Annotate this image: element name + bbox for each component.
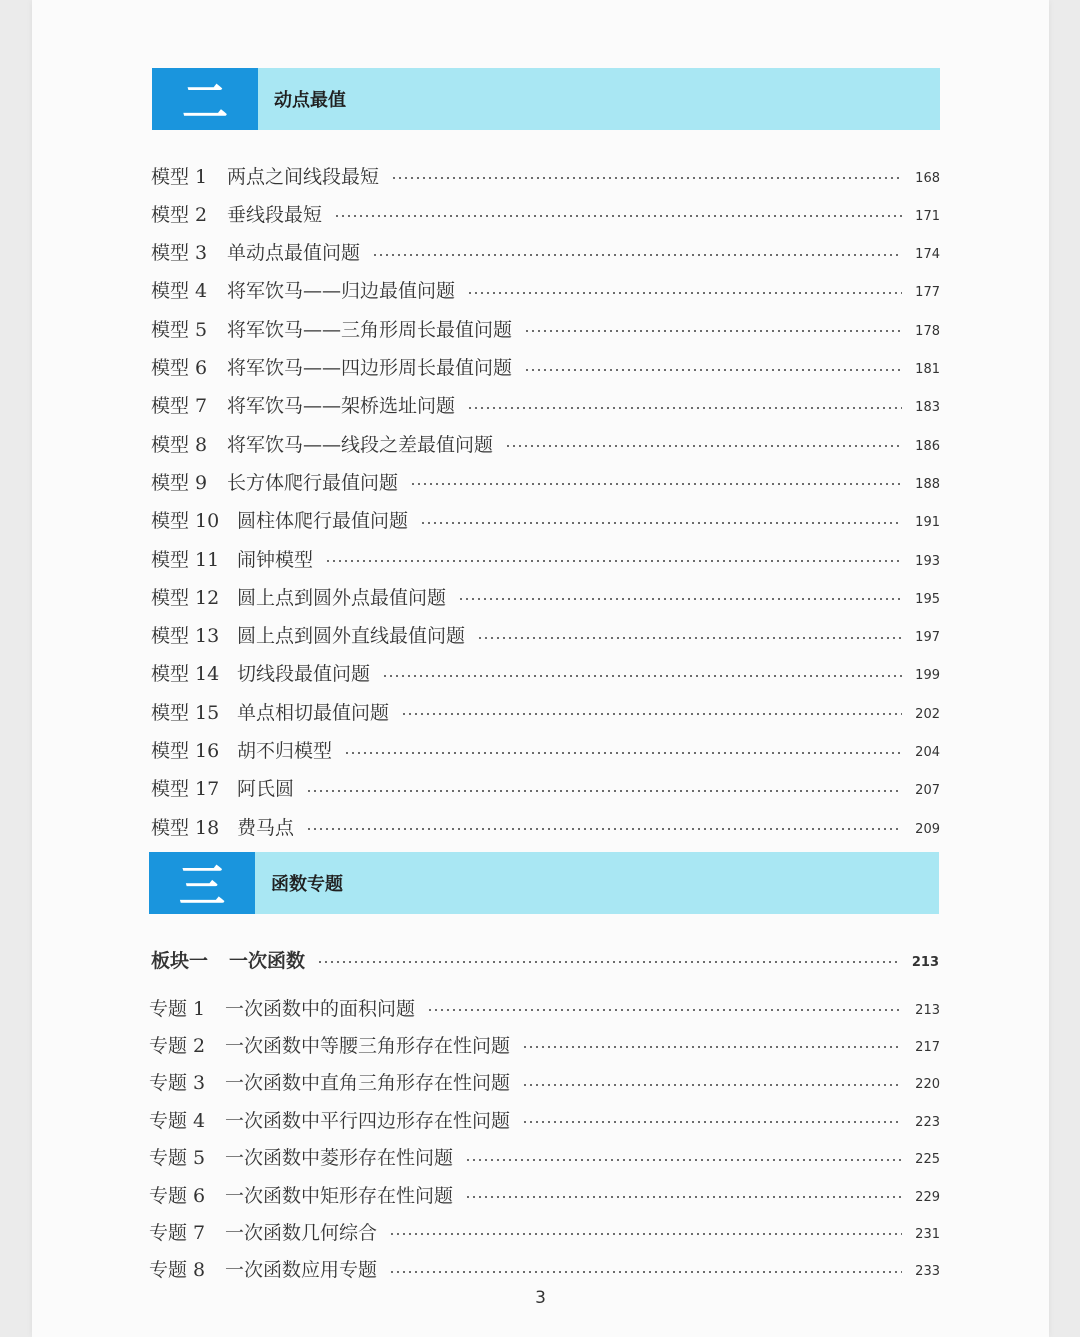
toc-row[interactable] <box>151 198 940 228</box>
toc-page-number: 171 <box>915 208 940 224</box>
toc-label: 专题 6 <box>149 1184 206 1207</box>
dotted-leader <box>467 407 902 409</box>
toc-title: 一次函数中矩形存在性问题 <box>225 1184 454 1207</box>
toc-page-number: 233 <box>915 1264 940 1280</box>
toc-label: 专题 7 <box>149 1221 206 1244</box>
toc-title: 单点相切最值问题 <box>237 701 390 724</box>
toc-title: 将军饮马——架桥选址问题 <box>227 395 456 418</box>
toc-title: 两点之间线段最短 <box>227 165 380 188</box>
toc-row[interactable] <box>149 1104 940 1134</box>
toc-label: 模型 16 <box>151 740 220 762</box>
toc-page-number: 229 <box>915 1189 940 1205</box>
toc-label: 模型 4 <box>151 280 208 303</box>
dotted-leader <box>524 369 902 371</box>
toc-label: 专题 8 <box>149 1259 206 1282</box>
toc-page-number: 225 <box>915 1152 940 1168</box>
dotted-leader <box>391 177 902 179</box>
toc-row[interactable] <box>149 1254 940 1284</box>
toc-title: 将军饮马——四边形周长最值问题 <box>227 357 513 379</box>
toc-row[interactable] <box>151 811 940 841</box>
toc-page-number: 181 <box>915 362 940 377</box>
toc-title: 一次函数中的面积问题 <box>225 997 416 1020</box>
toc-title: 切线段最值问题 <box>237 663 371 686</box>
toc-row[interactable] <box>151 543 940 573</box>
dotted-leader <box>420 522 902 524</box>
toc-page <box>32 0 1049 1337</box>
section-header-2 <box>152 68 940 130</box>
toc-label: 模型 17 <box>151 778 220 801</box>
toc-label: 模型 5 <box>151 318 208 341</box>
toc-title: 将军饮马——归边最值问题 <box>227 280 456 303</box>
dotted-leader <box>334 215 902 217</box>
dotted-leader <box>325 560 902 562</box>
toc-label: 模型 18 <box>151 816 220 839</box>
toc-label: 专题 4 <box>149 1109 206 1132</box>
toc-row[interactable] <box>151 581 940 611</box>
toc-row[interactable] <box>149 1029 940 1059</box>
dotted-leader <box>522 1046 902 1048</box>
toc-row[interactable] <box>149 1067 940 1097</box>
toc-label: 模型 8 <box>151 433 208 456</box>
toc-title: 阿氏圆 <box>237 778 295 801</box>
dotted-leader <box>389 1271 902 1273</box>
toc-page-number: 223 <box>915 1114 940 1130</box>
toc-row[interactable] <box>151 658 940 688</box>
dotted-leader <box>372 254 902 256</box>
toc-row[interactable] <box>149 1216 940 1246</box>
toc-row[interactable] <box>149 1142 940 1172</box>
toc-page-number: 204 <box>915 745 940 760</box>
toc-title: 一次函数中等腰三角形存在性问题 <box>225 1034 511 1057</box>
toc-page-number: 178 <box>915 323 940 339</box>
section-number-badge: 三 <box>149 852 255 914</box>
toc-title: 将军饮马——三角形周长最值问题 <box>227 318 513 341</box>
block-row[interactable] <box>151 944 939 974</box>
dotted-leader <box>465 1159 902 1161</box>
block-label: 板块一 <box>151 949 209 972</box>
dotted-leader <box>458 598 902 600</box>
toc-title: 一次函数几何综合 <box>225 1221 378 1244</box>
toc-page-number: 213 <box>915 1002 940 1018</box>
dotted-leader <box>505 445 902 447</box>
toc-page-number: 217 <box>915 1039 940 1055</box>
toc-page-number: 220 <box>915 1077 940 1093</box>
toc-label: 模型 7 <box>151 395 208 418</box>
block-title: 一次函数 <box>229 949 306 972</box>
toc-row[interactable] <box>151 160 940 190</box>
dotted-leader <box>467 292 902 294</box>
toc-title: 一次函数应用专题 <box>225 1259 378 1282</box>
dotted-leader <box>427 1009 902 1011</box>
toc-row[interactable] <box>149 1179 940 1209</box>
toc-page-number: 207 <box>915 783 940 799</box>
toc-page-number: 197 <box>915 630 940 646</box>
dotted-leader <box>401 713 902 715</box>
toc-row[interactable] <box>151 696 940 726</box>
toc-title: 长方体爬行最值问题 <box>227 471 399 494</box>
toc-title: 圆柱体爬行最值问题 <box>237 510 409 533</box>
dotted-leader <box>522 1121 902 1123</box>
toc-label: 专题 3 <box>149 1072 206 1095</box>
section-title: 函数专题 <box>271 874 343 895</box>
toc-page-number: 195 <box>915 591 940 607</box>
toc-row[interactable] <box>151 352 940 382</box>
dotted-leader <box>344 752 902 754</box>
toc-label: 模型 13 <box>151 625 220 648</box>
section-title: 动点最值 <box>274 90 346 111</box>
toc-label: 专题 5 <box>149 1147 206 1170</box>
dotted-leader <box>317 961 901 963</box>
toc-title: 垂线段最短 <box>227 203 323 226</box>
toc-page-number: 193 <box>915 553 940 569</box>
dotted-leader <box>382 675 902 677</box>
toc-title: 胡不归模型 <box>237 740 333 762</box>
toc-title: 圆上点到圆外点最值问题 <box>237 586 447 609</box>
toc-page-number: 174 <box>915 247 940 263</box>
dotted-leader <box>524 330 902 332</box>
toc-page-number: 231 <box>915 1226 940 1242</box>
toc-row[interactable] <box>151 390 940 420</box>
toc-title: 一次函数中直角三角形存在性问题 <box>225 1072 511 1095</box>
page-number: 3 <box>535 1288 546 1308</box>
toc-label: 模型 12 <box>151 586 220 609</box>
toc-title: 费马点 <box>237 816 295 839</box>
section-title-bar <box>258 68 940 130</box>
section-title-bar <box>255 852 939 914</box>
toc-label: 模型 6 <box>151 357 208 379</box>
toc-title: 闹钟模型 <box>237 548 314 571</box>
toc-label: 模型 1 <box>151 165 208 188</box>
toc-page-number: 186 <box>915 438 940 454</box>
toc-page-number: 188 <box>915 476 940 492</box>
dotted-leader <box>465 1196 902 1198</box>
toc-page-number: 177 <box>915 285 940 301</box>
toc-label: 专题 1 <box>149 997 206 1020</box>
toc-page-number: 202 <box>915 706 940 722</box>
dotted-leader <box>477 637 902 639</box>
toc-title: 一次函数中菱形存在性问题 <box>225 1147 454 1170</box>
toc-label: 模型 15 <box>151 701 220 724</box>
toc-row[interactable] <box>151 466 940 496</box>
section-number-badge: 二 <box>152 68 258 130</box>
toc-row[interactable] <box>151 620 940 650</box>
dotted-leader <box>522 1084 902 1086</box>
toc-title: 将军饮马——线段之差最值问题 <box>227 433 494 456</box>
toc-label: 模型 3 <box>151 242 208 265</box>
toc-label: 模型 10 <box>151 510 220 533</box>
toc-page-number: 183 <box>915 400 940 416</box>
section-header-3 <box>149 852 939 914</box>
toc-page-number: 191 <box>915 515 940 531</box>
dotted-leader <box>389 1233 902 1235</box>
toc-title: 单动点最值问题 <box>227 242 361 265</box>
toc-row[interactable] <box>151 313 940 343</box>
toc-row[interactable] <box>151 505 940 535</box>
toc-label: 模型 14 <box>151 663 220 686</box>
toc-title: 圆上点到圆外直线最值问题 <box>237 625 466 648</box>
toc-row[interactable] <box>151 735 940 765</box>
toc-row[interactable] <box>151 428 940 458</box>
toc-row[interactable] <box>149 992 940 1022</box>
toc-label: 模型 11 <box>151 548 220 571</box>
toc-row[interactable] <box>151 275 940 305</box>
toc-title: 一次函数中平行四边形存在性问题 <box>225 1109 511 1132</box>
toc-label: 专题 2 <box>149 1034 206 1057</box>
toc-row[interactable] <box>151 773 940 803</box>
dotted-leader <box>306 790 902 792</box>
toc-page-number: 199 <box>915 668 940 684</box>
dotted-leader <box>410 483 902 485</box>
dotted-leader <box>306 828 902 830</box>
toc-page-number: 168 <box>915 170 940 186</box>
toc-row[interactable] <box>151 237 940 267</box>
block-page-number: 213 <box>911 954 939 970</box>
toc-label: 模型 9 <box>151 471 208 494</box>
toc-page-number: 209 <box>915 821 940 837</box>
toc-label: 模型 2 <box>151 203 208 226</box>
